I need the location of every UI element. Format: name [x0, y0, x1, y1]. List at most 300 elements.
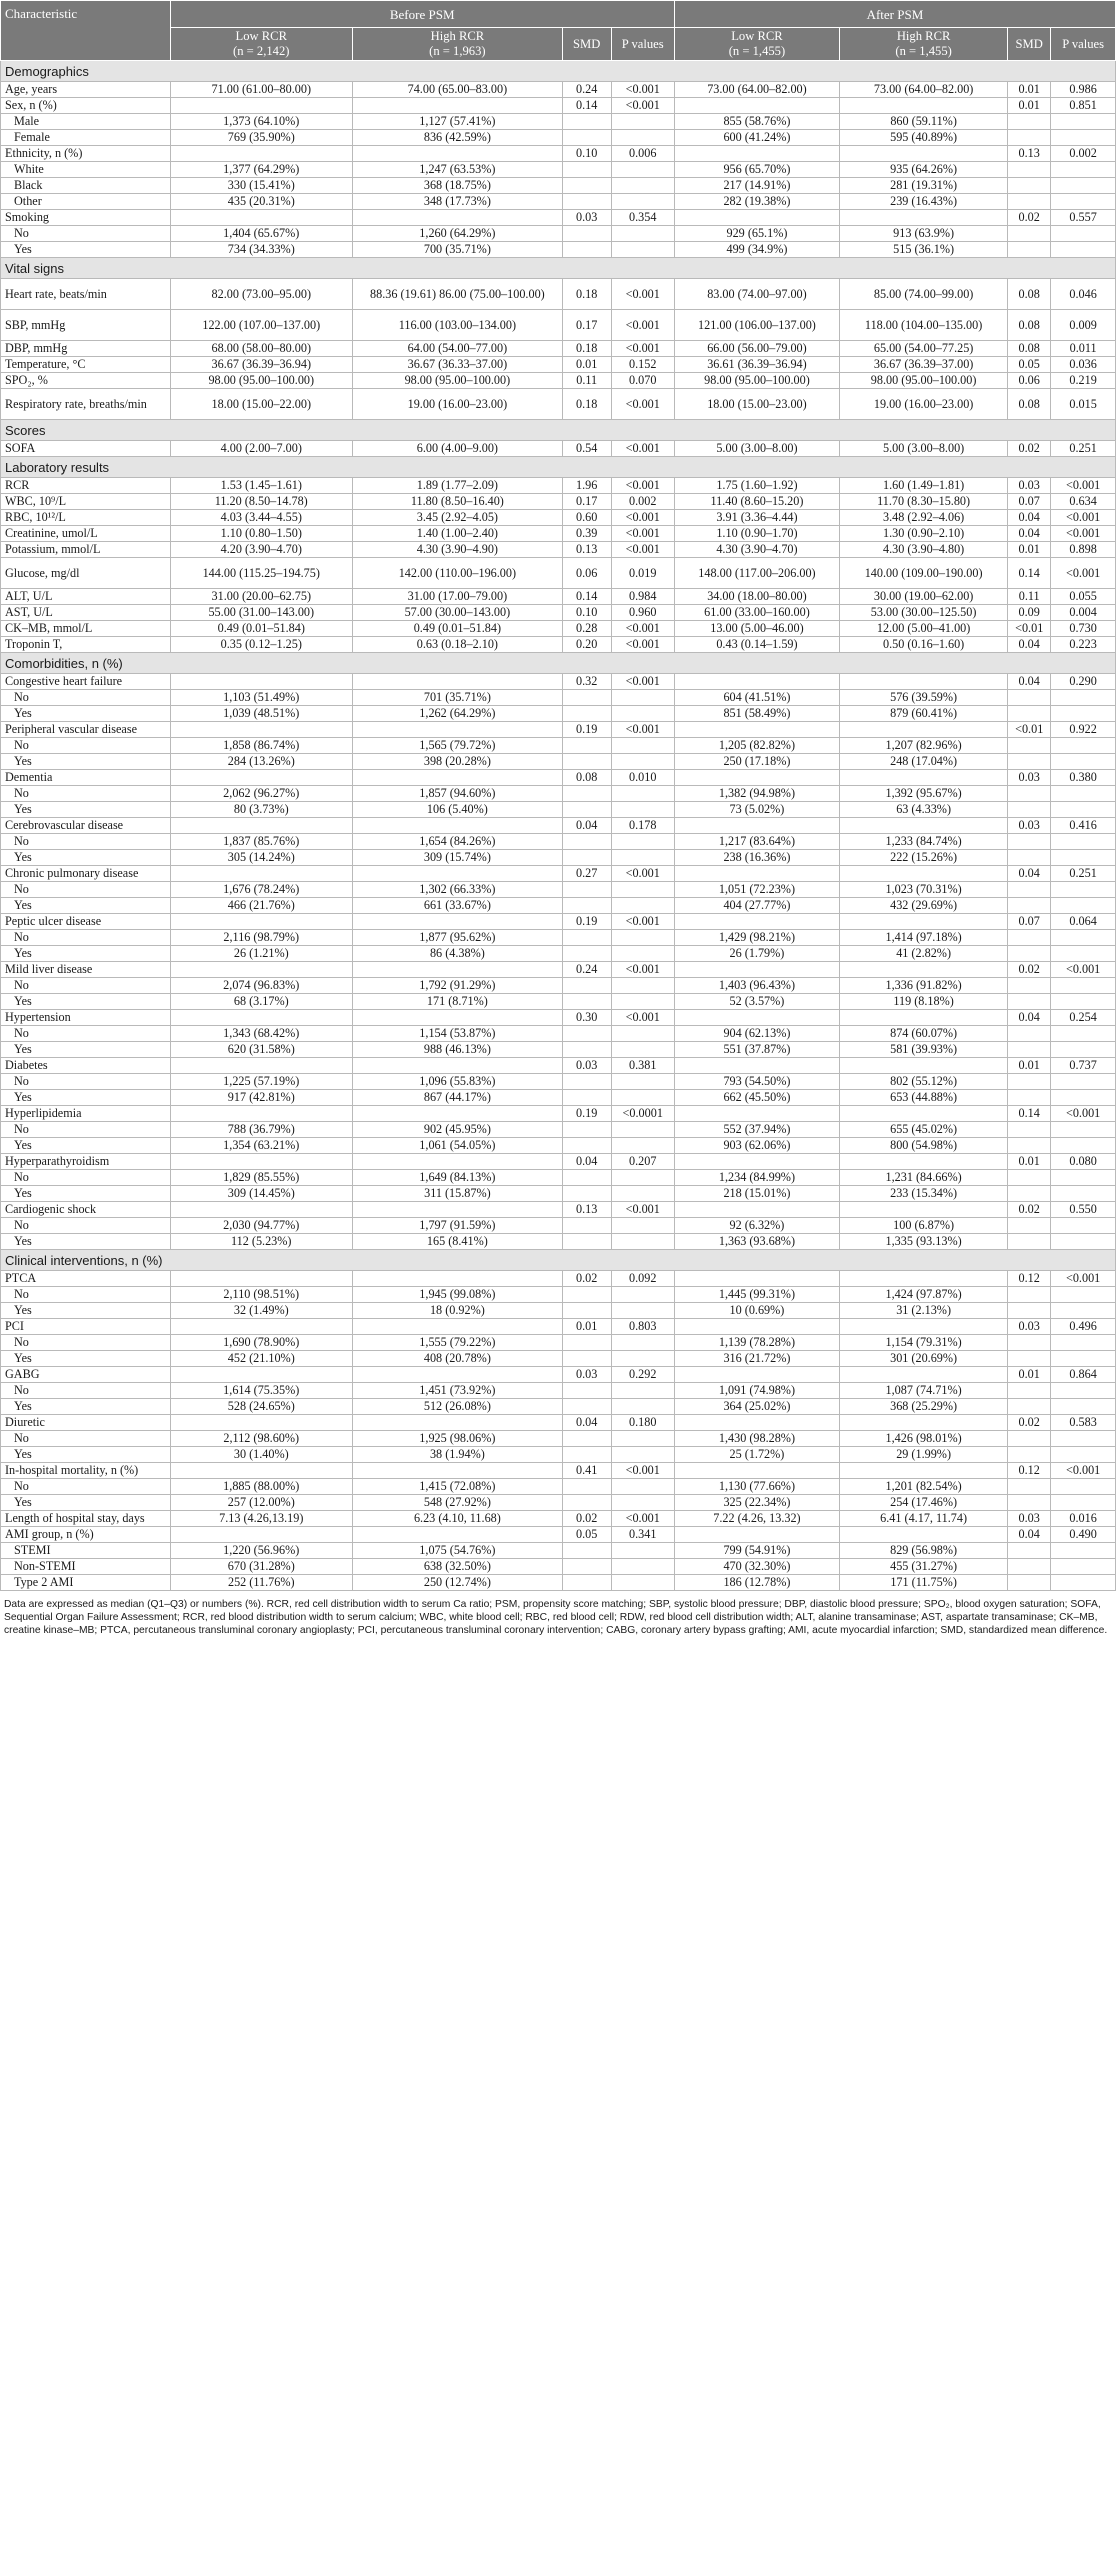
table-subrow	[1, 1543, 1116, 1559]
section-label: Laboratory results	[1, 457, 1116, 478]
table-subrow	[1, 1431, 1116, 1447]
table-row	[1, 605, 1116, 621]
p-value-before-cell	[611, 946, 674, 962]
header-after-psm: After PSM	[674, 1, 1115, 28]
smd-before-cell: 0.18	[562, 389, 611, 420]
low-rcr-before-cell: 30 (1.40%)	[170, 1447, 352, 1463]
p-value-before-cell	[611, 1138, 674, 1154]
smd-after-cell	[1008, 834, 1051, 850]
low-rcr-before-cell: 1,614 (75.35%)	[170, 1383, 352, 1399]
low-rcr-after-cell: 34.00 (18.00–80.00)	[674, 589, 839, 605]
low-rcr-after-cell: 1,234 (84.99%)	[674, 1170, 839, 1186]
high-rcr-before-cell: 988 (46.13%)	[353, 1042, 563, 1058]
smd-after-cell: 0.04	[1008, 1527, 1051, 1543]
high-rcr-before-cell	[353, 146, 563, 162]
high-rcr-before-cell: 348 (17.73%)	[353, 194, 563, 210]
table-subrow	[1, 690, 1116, 706]
low-rcr-before-cell: 788 (36.79%)	[170, 1122, 352, 1138]
p-value-after-cell	[1051, 1447, 1116, 1463]
low-rcr-after-cell	[674, 98, 839, 114]
section-header	[1, 420, 1116, 441]
table-row	[1, 1527, 1116, 1543]
high-rcr-before-cell: 4.30 (3.90–4.90)	[353, 542, 563, 558]
low-rcr-after-cell: 929 (65.1%)	[674, 226, 839, 242]
header-smd-before: SMD	[562, 28, 611, 61]
high-rcr-after-cell: 576 (39.59%)	[840, 690, 1008, 706]
smd-before-cell	[562, 1303, 611, 1319]
p-value-before-cell: 0.984	[611, 589, 674, 605]
p-value-after-cell: 0.490	[1051, 1527, 1116, 1543]
p-value-before-cell: <0.001	[611, 962, 674, 978]
high-rcr-before-cell: 1,649 (84.13%)	[353, 1170, 563, 1186]
table-row	[1, 558, 1116, 589]
smd-after-cell	[1008, 946, 1051, 962]
low-rcr-before-cell: 284 (13.26%)	[170, 754, 352, 770]
row-label: GABG	[1, 1367, 171, 1383]
low-rcr-before-cell	[170, 1319, 352, 1335]
high-rcr-after-cell: 432 (29.69%)	[840, 898, 1008, 914]
smd-after-cell	[1008, 1074, 1051, 1090]
p-value-after-cell: 0.864	[1051, 1367, 1116, 1383]
p-value-after-cell	[1051, 946, 1116, 962]
p-value-before-cell: 0.180	[611, 1415, 674, 1431]
table-subrow	[1, 1447, 1116, 1463]
row-label: Ethnicity, n (%)	[1, 146, 171, 162]
table-row	[1, 621, 1116, 637]
p-value-before-cell	[611, 194, 674, 210]
row-label: Sex, n (%)	[1, 98, 171, 114]
high-rcr-after-cell: 368 (25.29%)	[840, 1399, 1008, 1415]
low-rcr-before-cell: 0.49 (0.01–51.84)	[170, 621, 352, 637]
table-row	[1, 478, 1116, 494]
row-label: No	[1, 1287, 171, 1303]
table-row	[1, 1463, 1116, 1479]
smd-after-cell	[1008, 130, 1051, 146]
row-label: Yes	[1, 1399, 171, 1415]
p-value-before-cell	[611, 1186, 674, 1202]
p-value-after-cell: <0.001	[1051, 478, 1116, 494]
table-subrow	[1, 1335, 1116, 1351]
high-rcr-before-cell: 36.67 (36.33–37.00)	[353, 357, 563, 373]
high-rcr-after-cell	[840, 722, 1008, 738]
smd-before-cell: 0.24	[562, 82, 611, 98]
high-rcr-after-cell: 802 (55.12%)	[840, 1074, 1008, 1090]
smd-before-cell: 0.18	[562, 279, 611, 310]
low-rcr-before-cell: 68.00 (58.00–80.00)	[170, 341, 352, 357]
low-rcr-before-cell: 1,220 (56.96%)	[170, 1543, 352, 1559]
header-p-values-after: P values	[1051, 28, 1116, 61]
high-rcr-before-cell	[353, 1527, 563, 1543]
row-label: Peripheral vascular disease	[1, 722, 171, 738]
smd-after-cell	[1008, 754, 1051, 770]
smd-after-cell	[1008, 1122, 1051, 1138]
smd-before-cell	[562, 1495, 611, 1511]
row-label: Yes	[1, 754, 171, 770]
smd-after-cell: 0.03	[1008, 478, 1051, 494]
high-rcr-before-cell: 661 (33.67%)	[353, 898, 563, 914]
high-rcr-before-cell: 1,877 (95.62%)	[353, 930, 563, 946]
high-rcr-after-cell	[840, 674, 1008, 690]
p-value-after-cell: <0.001	[1051, 1463, 1116, 1479]
smd-after-cell	[1008, 1543, 1051, 1559]
p-value-after-cell: 0.016	[1051, 1511, 1116, 1527]
low-rcr-before-cell	[170, 210, 352, 226]
p-value-after-cell	[1051, 786, 1116, 802]
high-rcr-before-cell: 1,857 (94.60%)	[353, 786, 563, 802]
high-rcr-before-cell	[353, 1319, 563, 1335]
smd-before-cell	[562, 834, 611, 850]
smd-after-cell	[1008, 1287, 1051, 1303]
table-row	[1, 589, 1116, 605]
high-rcr-before-cell	[353, 914, 563, 930]
section-label: Scores	[1, 420, 1116, 441]
smd-before-cell: 0.11	[562, 373, 611, 389]
p-value-after-cell: 0.015	[1051, 389, 1116, 420]
low-rcr-after-cell	[674, 914, 839, 930]
table-subrow	[1, 898, 1116, 914]
smd-after-cell	[1008, 1042, 1051, 1058]
low-rcr-after-cell: 1,205 (82.82%)	[674, 738, 839, 754]
low-rcr-before-cell: 670 (31.28%)	[170, 1559, 352, 1575]
low-rcr-after-cell: 903 (62.06%)	[674, 1138, 839, 1154]
high-rcr-after-cell: 1,424 (97.87%)	[840, 1287, 1008, 1303]
table-subrow	[1, 194, 1116, 210]
low-rcr-before-cell: 1,404 (65.67%)	[170, 226, 352, 242]
high-rcr-before-cell: 1.89 (1.77–2.09)	[353, 478, 563, 494]
smd-after-cell	[1008, 1351, 1051, 1367]
smd-before-cell: 0.13	[562, 1202, 611, 1218]
smd-after-cell: 0.02	[1008, 1202, 1051, 1218]
high-rcr-before-cell: 86 (4.38%)	[353, 946, 563, 962]
p-value-before-cell	[611, 1559, 674, 1575]
row-label: Yes	[1, 1495, 171, 1511]
smd-after-cell: 0.02	[1008, 210, 1051, 226]
low-rcr-before-cell: 4.20 (3.90–4.70)	[170, 542, 352, 558]
smd-after-cell	[1008, 114, 1051, 130]
low-rcr-before-cell: 2,074 (96.83%)	[170, 978, 352, 994]
smd-before-cell: 0.14	[562, 98, 611, 114]
table-footnote: Data are expressed as median (Q1–Q3) or numbers (%). RCR, red cell distribution width to serum Ca ratio; PSM, propensity score matching; SBP, systolic blood pressure; DBP, diastolic blood pressure; SPO₂, blood oxygen saturation; SOFA, Sequential Organ Failure Assessment; RCR, red blood distribution width to serum calcium; WBC, white blood cell; RBC, red blood cell; RDW, red blood cell distribution width; ALT, alanine transaminase; AST, aspartate transaminase; CK–MB, creatine kinase–MB; PTCA, percutaneous transluminal coronary angioplasty; PCI, percutaneous transluminal coronary intervention; CABG, coronary artery bypass grafting; AMI, acute myocardial infarction; SMD, standardized mean difference.	[4, 1599, 1108, 1636]
p-value-before-cell	[611, 1218, 674, 1234]
high-rcr-after-cell	[840, 1010, 1008, 1026]
low-rcr-after-cell: 316 (21.72%)	[674, 1351, 839, 1367]
smd-after-cell	[1008, 690, 1051, 706]
high-rcr-before-cell: 701 (35.71%)	[353, 690, 563, 706]
table-subrow	[1, 130, 1116, 146]
smd-after-cell	[1008, 1234, 1051, 1250]
row-label: No	[1, 834, 171, 850]
high-rcr-after-cell: 19.00 (16.00–23.00)	[840, 389, 1008, 420]
p-value-after-cell: 0.009	[1051, 310, 1116, 341]
low-rcr-after-cell: 1,217 (83.64%)	[674, 834, 839, 850]
smd-before-cell: 0.13	[562, 542, 611, 558]
smd-after-cell: <0.01	[1008, 722, 1051, 738]
row-label: SPO₂, %	[1, 373, 171, 389]
high-rcr-after-cell: 63 (4.33%)	[840, 802, 1008, 818]
high-rcr-before-cell: 1,925 (98.06%)	[353, 1431, 563, 1447]
p-value-after-cell	[1051, 1303, 1116, 1319]
smd-before-cell	[562, 114, 611, 130]
low-rcr-after-cell	[674, 1415, 839, 1431]
p-value-before-cell	[611, 1122, 674, 1138]
low-rcr-after-cell: 470 (32.30%)	[674, 1559, 839, 1575]
smd-after-cell: <0.01	[1008, 621, 1051, 637]
p-value-before-cell: <0.001	[611, 1010, 674, 1026]
smd-after-cell: 0.04	[1008, 510, 1051, 526]
table-subrow	[1, 1234, 1116, 1250]
smd-before-cell: 0.28	[562, 621, 611, 637]
row-label: PTCA	[1, 1271, 171, 1287]
low-rcr-before-cell: 452 (21.10%)	[170, 1351, 352, 1367]
row-label: Yes	[1, 994, 171, 1010]
low-rcr-after-cell: 73 (5.02%)	[674, 802, 839, 818]
row-label: CK–MB, mmol/L	[1, 621, 171, 637]
high-rcr-before-cell: 638 (32.50%)	[353, 1559, 563, 1575]
low-rcr-after-cell: 7.22 (4.26, 13.32)	[674, 1511, 839, 1527]
p-value-before-cell	[611, 754, 674, 770]
low-rcr-after-cell: 551 (37.87%)	[674, 1042, 839, 1058]
high-rcr-before-cell: 106 (5.40%)	[353, 802, 563, 818]
smd-before-cell: 0.39	[562, 526, 611, 542]
smd-before-cell: 0.19	[562, 914, 611, 930]
smd-after-cell	[1008, 1335, 1051, 1351]
row-label: No	[1, 738, 171, 754]
low-rcr-before-cell: 330 (15.41%)	[170, 178, 352, 194]
low-rcr-after-cell: 1,139 (78.28%)	[674, 1335, 839, 1351]
smd-before-cell: 0.03	[562, 210, 611, 226]
p-value-after-cell	[1051, 754, 1116, 770]
high-rcr-before-cell: 171 (8.71%)	[353, 994, 563, 1010]
p-value-before-cell: <0.001	[611, 1202, 674, 1218]
table-subrow	[1, 946, 1116, 962]
low-rcr-after-cell: 851 (58.49%)	[674, 706, 839, 722]
section-header	[1, 653, 1116, 674]
high-rcr-after-cell: 248 (17.04%)	[840, 754, 1008, 770]
high-rcr-before-cell	[353, 210, 563, 226]
smd-before-cell	[562, 1218, 611, 1234]
low-rcr-after-cell: 4.30 (3.90–4.70)	[674, 542, 839, 558]
row-label: AMI group, n (%)	[1, 1527, 171, 1543]
table-subrow	[1, 1170, 1116, 1186]
p-value-after-cell	[1051, 1170, 1116, 1186]
low-rcr-after-cell: 25 (1.72%)	[674, 1447, 839, 1463]
table-subrow	[1, 738, 1116, 754]
high-rcr-after-cell: 913 (63.9%)	[840, 226, 1008, 242]
p-value-before-cell: <0.001	[611, 510, 674, 526]
table-subrow	[1, 834, 1116, 850]
p-value-before-cell	[611, 690, 674, 706]
low-rcr-after-cell: 404 (27.77%)	[674, 898, 839, 914]
low-rcr-after-cell	[674, 146, 839, 162]
table-subrow	[1, 1122, 1116, 1138]
low-rcr-after-cell: 1,091 (74.98%)	[674, 1383, 839, 1399]
smd-before-cell: 0.06	[562, 558, 611, 589]
high-rcr-before-cell	[353, 1463, 563, 1479]
smd-after-cell: 0.02	[1008, 441, 1051, 457]
p-value-before-cell	[611, 1287, 674, 1303]
smd-before-cell	[562, 242, 611, 258]
row-label: Yes	[1, 706, 171, 722]
high-rcr-after-cell	[840, 962, 1008, 978]
high-rcr-after-cell: 29 (1.99%)	[840, 1447, 1008, 1463]
low-rcr-after-cell: 121.00 (106.00–137.00)	[674, 310, 839, 341]
high-rcr-after-cell: 281 (19.31%)	[840, 178, 1008, 194]
table-row	[1, 1106, 1116, 1122]
high-rcr-before-cell: 1,247 (63.53%)	[353, 162, 563, 178]
p-value-before-cell: 0.010	[611, 770, 674, 786]
high-rcr-after-cell: 98.00 (95.00–100.00)	[840, 373, 1008, 389]
high-rcr-before-cell	[353, 1058, 563, 1074]
low-rcr-before-cell: 26 (1.21%)	[170, 946, 352, 962]
smd-before-cell	[562, 738, 611, 754]
smd-after-cell	[1008, 226, 1051, 242]
smd-before-cell	[562, 1431, 611, 1447]
low-rcr-after-cell: 0.43 (0.14–1.59)	[674, 637, 839, 653]
smd-after-cell: 0.09	[1008, 605, 1051, 621]
high-rcr-after-cell: 1,336 (91.82%)	[840, 978, 1008, 994]
high-rcr-before-cell: 1,555 (79.22%)	[353, 1335, 563, 1351]
low-rcr-before-cell	[170, 1527, 352, 1543]
high-rcr-before-cell: 1.40 (1.00–2.40)	[353, 526, 563, 542]
low-rcr-after-cell: 904 (62.13%)	[674, 1026, 839, 1042]
low-rcr-before-cell	[170, 818, 352, 834]
low-rcr-after-cell: 799 (54.91%)	[674, 1543, 839, 1559]
low-rcr-after-cell: 73.00 (64.00–82.00)	[674, 82, 839, 98]
smd-before-cell	[562, 1351, 611, 1367]
table-row	[1, 1154, 1116, 1170]
high-rcr-before-cell: 1,451 (73.92%)	[353, 1383, 563, 1399]
low-rcr-before-cell	[170, 722, 352, 738]
header-smd-after: SMD	[1008, 28, 1051, 61]
p-value-after-cell: 0.046	[1051, 279, 1116, 310]
smd-after-cell: 0.08	[1008, 389, 1051, 420]
low-rcr-after-cell	[674, 1058, 839, 1074]
smd-after-cell: 0.05	[1008, 357, 1051, 373]
smd-before-cell: 0.14	[562, 589, 611, 605]
high-rcr-before-cell: 6.23 (4.10, 11.68)	[353, 1511, 563, 1527]
header-characteristic: Characteristic	[1, 1, 171, 61]
p-value-before-cell	[611, 834, 674, 850]
low-rcr-after-cell: 250 (17.18%)	[674, 754, 839, 770]
high-rcr-before-cell	[353, 1010, 563, 1026]
p-value-after-cell	[1051, 1543, 1116, 1559]
smd-before-cell: 0.04	[562, 1154, 611, 1170]
p-value-before-cell: <0.001	[611, 637, 674, 653]
high-rcr-before-cell: 1,154 (53.87%)	[353, 1026, 563, 1042]
high-rcr-before-cell: 512 (26.08%)	[353, 1399, 563, 1415]
high-rcr-before-cell: 548 (27.92%)	[353, 1495, 563, 1511]
row-label: Respiratory rate, breaths/min	[1, 389, 171, 420]
smd-after-cell	[1008, 1575, 1051, 1591]
high-rcr-after-cell: 1,201 (82.54%)	[840, 1479, 1008, 1495]
p-value-before-cell	[611, 1479, 674, 1495]
p-value-before-cell	[611, 898, 674, 914]
smd-after-cell: 0.12	[1008, 1271, 1051, 1287]
low-rcr-before-cell: 98.00 (95.00–100.00)	[170, 373, 352, 389]
high-rcr-after-cell: 829 (56.98%)	[840, 1543, 1008, 1559]
p-value-after-cell	[1051, 706, 1116, 722]
row-label: Non-STEMI	[1, 1559, 171, 1575]
table-row	[1, 279, 1116, 310]
row-label: No	[1, 1026, 171, 1042]
p-value-before-cell	[611, 1042, 674, 1058]
p-value-before-cell	[611, 1447, 674, 1463]
smd-before-cell	[562, 1287, 611, 1303]
table-subrow	[1, 1186, 1116, 1202]
smd-before-cell	[562, 1559, 611, 1575]
smd-after-cell	[1008, 1138, 1051, 1154]
p-value-after-cell: 0.416	[1051, 818, 1116, 834]
p-value-after-cell	[1051, 1495, 1116, 1511]
high-rcr-after-cell: 1,023 (70.31%)	[840, 882, 1008, 898]
p-value-after-cell	[1051, 1026, 1116, 1042]
low-rcr-before-cell: 1,377 (64.29%)	[170, 162, 352, 178]
low-rcr-before-cell: 620 (31.58%)	[170, 1042, 352, 1058]
high-rcr-before-cell	[353, 1271, 563, 1287]
high-rcr-after-cell: 515 (36.1%)	[840, 242, 1008, 258]
high-rcr-before-cell: 1,260 (64.29%)	[353, 226, 563, 242]
table-subrow	[1, 1575, 1116, 1591]
row-label: Yes	[1, 1303, 171, 1319]
p-value-before-cell: <0.001	[611, 389, 674, 420]
header-low-rcr-before: Low RCR (n = 2,142)	[170, 28, 352, 61]
section-header	[1, 1250, 1116, 1271]
high-rcr-before-cell: 1,262 (64.29%)	[353, 706, 563, 722]
row-label: Yes	[1, 946, 171, 962]
header-high-rcr-after: High RCR (n = 1,455)	[840, 28, 1008, 61]
table-subrow	[1, 114, 1116, 130]
high-rcr-after-cell: 11.70 (8.30–15.80)	[840, 494, 1008, 510]
high-rcr-after-cell: 140.00 (109.00–190.00)	[840, 558, 1008, 589]
high-rcr-after-cell: 1,231 (84.66%)	[840, 1170, 1008, 1186]
smd-after-cell: 0.13	[1008, 146, 1051, 162]
high-rcr-before-cell: 1,075 (54.76%)	[353, 1543, 563, 1559]
low-rcr-after-cell: 1.10 (0.90–1.70)	[674, 526, 839, 542]
smd-before-cell: 0.10	[562, 605, 611, 621]
low-rcr-after-cell	[674, 1367, 839, 1383]
table-row	[1, 914, 1116, 930]
smd-before-cell: 0.19	[562, 722, 611, 738]
p-value-before-cell: 0.070	[611, 373, 674, 389]
p-value-before-cell	[611, 226, 674, 242]
high-rcr-after-cell: 0.50 (0.16–1.60)	[840, 637, 1008, 653]
smd-before-cell: 0.02	[562, 1271, 611, 1287]
table-subrow	[1, 1559, 1116, 1575]
p-value-after-cell	[1051, 1218, 1116, 1234]
smd-after-cell	[1008, 1559, 1051, 1575]
low-rcr-after-cell: 662 (45.50%)	[674, 1090, 839, 1106]
p-value-before-cell: <0.001	[611, 82, 674, 98]
smd-before-cell	[562, 1042, 611, 1058]
low-rcr-after-cell: 92 (6.32%)	[674, 1218, 839, 1234]
smd-before-cell	[562, 1074, 611, 1090]
p-value-before-cell	[611, 1495, 674, 1511]
low-rcr-before-cell: 2,112 (98.60%)	[170, 1431, 352, 1447]
smd-before-cell: 0.04	[562, 818, 611, 834]
low-rcr-before-cell: 769 (35.90%)	[170, 130, 352, 146]
smd-after-cell	[1008, 242, 1051, 258]
high-rcr-before-cell: 250 (12.74%)	[353, 1575, 563, 1591]
high-rcr-before-cell	[353, 98, 563, 114]
high-rcr-before-cell	[353, 1154, 563, 1170]
table-row	[1, 357, 1116, 373]
high-rcr-before-cell: 700 (35.71%)	[353, 242, 563, 258]
p-value-after-cell: 0.583	[1051, 1415, 1116, 1431]
high-rcr-after-cell: 1,426 (98.01%)	[840, 1431, 1008, 1447]
high-rcr-before-cell: 31.00 (17.00–79.00)	[353, 589, 563, 605]
low-rcr-after-cell: 604 (41.51%)	[674, 690, 839, 706]
p-value-after-cell	[1051, 1122, 1116, 1138]
